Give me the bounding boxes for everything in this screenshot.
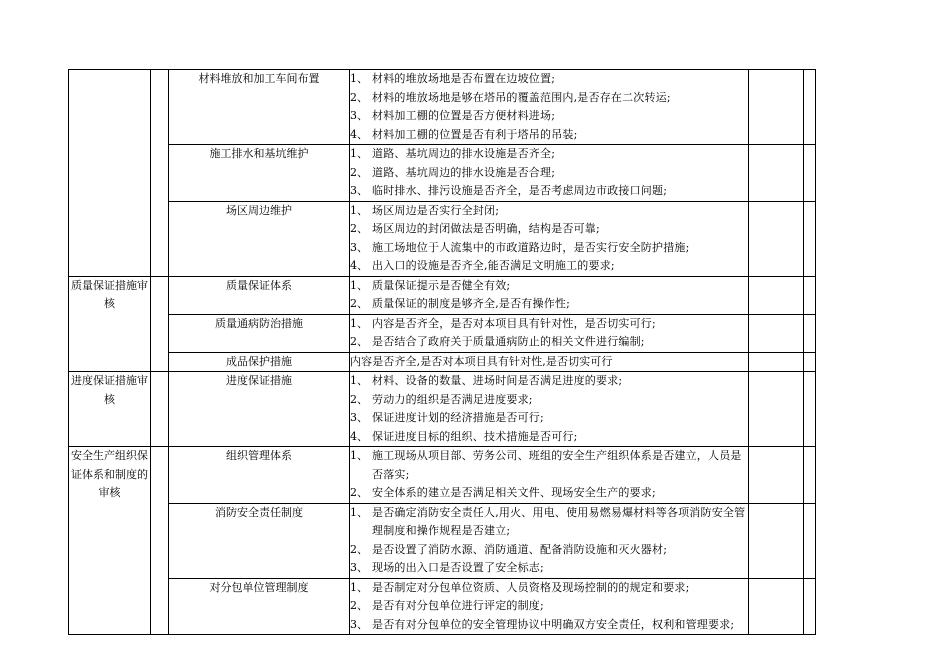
item-name-cell: 场区周边维护 — [169, 201, 350, 276]
content-line — [350, 202, 748, 221]
blank-cell — [151, 447, 169, 635]
line-number: 3、 — [350, 184, 368, 197]
content-line — [350, 597, 748, 616]
empty-cell — [749, 578, 804, 635]
content-line — [350, 315, 748, 334]
empty-cell — [804, 276, 816, 314]
empty-cell — [804, 145, 816, 202]
review-content-cell — [350, 372, 749, 447]
line-number: 4、 — [350, 429, 368, 443]
empty-cell — [804, 447, 816, 504]
table-row — [69, 578, 816, 635]
line-text: 材料的堆放场地是够在塔吊的覆盖范围内,是否存在二次转运; — [372, 90, 671, 104]
line-text: 材料加工棚的位置是否方便材料进场; — [372, 109, 556, 122]
content-line — [350, 504, 748, 541]
content-line — [350, 447, 748, 484]
empty-cell — [804, 352, 816, 372]
line-text: 是否有对分包单位的安全管理协议中明确双方安全责任，权利和管理要求; — [372, 617, 735, 631]
line-text: 是否制定对分包单位资质、人员资格及现场控制的的规定和要求; — [372, 580, 690, 594]
line-number: 1、 — [350, 505, 368, 519]
item-name-cell: 质量通病防治措施 — [169, 314, 350, 352]
item-name-cell: 消防安全责任制度 — [169, 503, 350, 578]
line-number: 1、 — [350, 203, 368, 217]
item-name-cell: 材料堆放和加工车间布置 — [169, 70, 350, 145]
table-row — [69, 276, 816, 314]
review-content-cell — [350, 145, 749, 202]
content-line — [350, 391, 748, 410]
content-line: 内容是否齐全,是否对本项目具有针对性,是否切实可行 — [350, 354, 613, 368]
line-number: 4、 — [350, 259, 368, 272]
empty-cell — [749, 314, 804, 352]
empty-cell — [749, 145, 804, 202]
content-line — [350, 277, 748, 296]
content-line — [350, 484, 748, 503]
category-cell: 进度保证措施审核 — [69, 372, 151, 447]
content-line — [350, 70, 748, 89]
empty-cell — [804, 70, 816, 145]
content-line — [350, 107, 748, 126]
line-number: 1、 — [350, 580, 368, 594]
line-number: 2、 — [350, 392, 368, 406]
table-row — [69, 314, 816, 352]
item-name-cell: 施工排水和基坑维护 — [169, 145, 350, 202]
empty-cell — [749, 352, 804, 372]
empty-cell — [804, 201, 816, 276]
content-line — [350, 89, 748, 108]
line-number: 1、 — [350, 72, 368, 85]
line-text: 劳动力的组织是否满足进度要求; — [372, 392, 533, 406]
line-text: 出入口的设施是否齐全,能否满足文明施工的要求; — [372, 259, 615, 272]
line-number: 2、 — [350, 486, 368, 499]
category-cell: 安全生产组织保证体系和制度的审核 — [69, 447, 151, 635]
review-content-cell — [350, 70, 749, 145]
line-number: 3、 — [350, 411, 368, 424]
line-number: 3、 — [350, 561, 368, 574]
blank-cell — [151, 70, 169, 277]
table-row — [69, 201, 816, 276]
line-number: 4、 — [350, 127, 368, 141]
empty-cell — [804, 578, 816, 635]
content-line — [350, 295, 748, 314]
line-number: 2、 — [350, 599, 368, 612]
line-text: 质量保证提示是否健全有效; — [372, 278, 511, 292]
content-line — [350, 409, 748, 428]
review-content-cell — [350, 201, 749, 276]
content-line — [350, 220, 748, 239]
content-line — [350, 257, 748, 276]
content-line — [350, 541, 748, 560]
content-line — [350, 616, 748, 635]
empty-cell — [749, 372, 804, 447]
category-cell: 质量保证措施审核 — [69, 276, 151, 372]
line-text: 安全体系的建立是否满足相关文件、现场安全生产的要求; — [372, 486, 656, 499]
line-text: 质量保证的制度是够齐全,是否有操作性; — [372, 297, 571, 310]
line-text: 内容是否齐全，是否对本项目具有针对性，是否切实可行; — [372, 316, 656, 330]
line-text: 临时排水、排污设施是否齐全，是否考虑周边市政接口问题; — [372, 184, 668, 197]
line-text: 场区周边是否实行全封闭; — [372, 203, 500, 217]
line-text: 材料、设备的数量、进场时间是否满足进度的要求; — [372, 374, 623, 387]
review-content-cell — [350, 352, 749, 372]
empty-cell — [804, 503, 816, 578]
content-line — [350, 372, 748, 391]
line-number: 1、 — [350, 316, 368, 330]
line-text: 材料加工棚的位置是否有利于塔吊的吊装; — [372, 127, 578, 141]
line-text: 道路、基坑周边的排水设施是否齐全; — [372, 147, 556, 160]
table-row — [69, 447, 816, 504]
blank-cell — [151, 276, 169, 372]
line-number: 1、 — [350, 278, 368, 292]
content-line — [350, 145, 748, 164]
review-table — [68, 69, 816, 635]
line-text: 道路、基坑周边的排水设施是否合理; — [372, 165, 556, 179]
content-line — [350, 579, 748, 598]
line-text: 保证进度计划的经济措施是否可行; — [372, 411, 544, 424]
content-line — [350, 182, 748, 201]
line-number: 2、 — [350, 335, 368, 348]
category-cell — [69, 70, 151, 277]
line-number: 3、 — [350, 109, 368, 122]
item-name-cell: 组织管理体系 — [169, 447, 350, 504]
line-text: 是否确定消防安全责任人,用火、用电、使用易燃易爆材料等各项消防安全管理制度和操作规程是否建立; — [372, 505, 746, 537]
line-text: 施工现场从项目部、劳务公司、班组的安全生产组织体系是否建立，人员是否落实; — [372, 449, 742, 481]
item-name-cell: 质量保证体系 — [169, 276, 350, 314]
table-row — [69, 503, 816, 578]
line-number: 3、 — [350, 617, 368, 631]
content-line — [350, 333, 748, 352]
review-content-cell — [350, 578, 749, 635]
line-text: 是否设置了消防水源、消防通道、配备消防设施和灭火器材; — [372, 542, 668, 556]
item-name-cell: 进度保证措施 — [169, 372, 350, 447]
review-content-cell — [350, 314, 749, 352]
content-line — [350, 559, 748, 578]
review-content-cell — [350, 447, 749, 504]
content-line — [350, 428, 748, 447]
line-number: 1、 — [350, 449, 368, 462]
line-number: 2、 — [350, 297, 368, 310]
table-row — [69, 372, 816, 447]
line-number: 2、 — [350, 542, 368, 556]
item-name-cell: 成品保护措施 — [169, 352, 350, 372]
table-body — [69, 70, 816, 635]
item-name-cell: 对分包单位管理制度 — [169, 578, 350, 635]
line-text: 材料的堆放场地是否布置在边坡位置; — [372, 72, 556, 85]
blank-cell — [151, 372, 169, 447]
empty-cell — [749, 276, 804, 314]
empty-cell — [749, 70, 804, 145]
line-number: 1、 — [350, 374, 368, 387]
empty-cell — [749, 503, 804, 578]
review-content-cell — [350, 276, 749, 314]
line-number: 2、 — [350, 90, 368, 104]
line-text: 场区周边的封闭做法是否明确，结构是否可靠; — [372, 222, 600, 235]
empty-cell — [804, 314, 816, 352]
content-line — [350, 239, 748, 258]
line-number: 2、 — [350, 165, 368, 179]
line-text: 施工场地位于人流集中的市政道路边时，是否实行安全防护措施; — [372, 240, 690, 254]
line-text: 现场的出入口是否设置了安全标志; — [372, 561, 544, 574]
review-content-cell — [350, 503, 749, 578]
line-number: 1、 — [350, 147, 368, 160]
table-row — [69, 145, 816, 202]
line-text: 保证进度目标的组织、技术措施是否可行; — [372, 429, 578, 443]
table-row — [69, 70, 816, 145]
empty-cell — [749, 201, 804, 276]
empty-cell — [749, 447, 804, 504]
line-text: 是否有对分包单位进行评定的制度; — [372, 599, 544, 612]
line-number: 3、 — [350, 240, 368, 254]
content-line — [350, 164, 748, 183]
table-row — [69, 352, 816, 372]
content-line — [350, 126, 748, 145]
line-text: 是否结合了政府关于质量通病防止的相关文件进行编制; — [372, 335, 645, 348]
line-number: 2、 — [350, 222, 368, 235]
empty-cell — [804, 372, 816, 447]
